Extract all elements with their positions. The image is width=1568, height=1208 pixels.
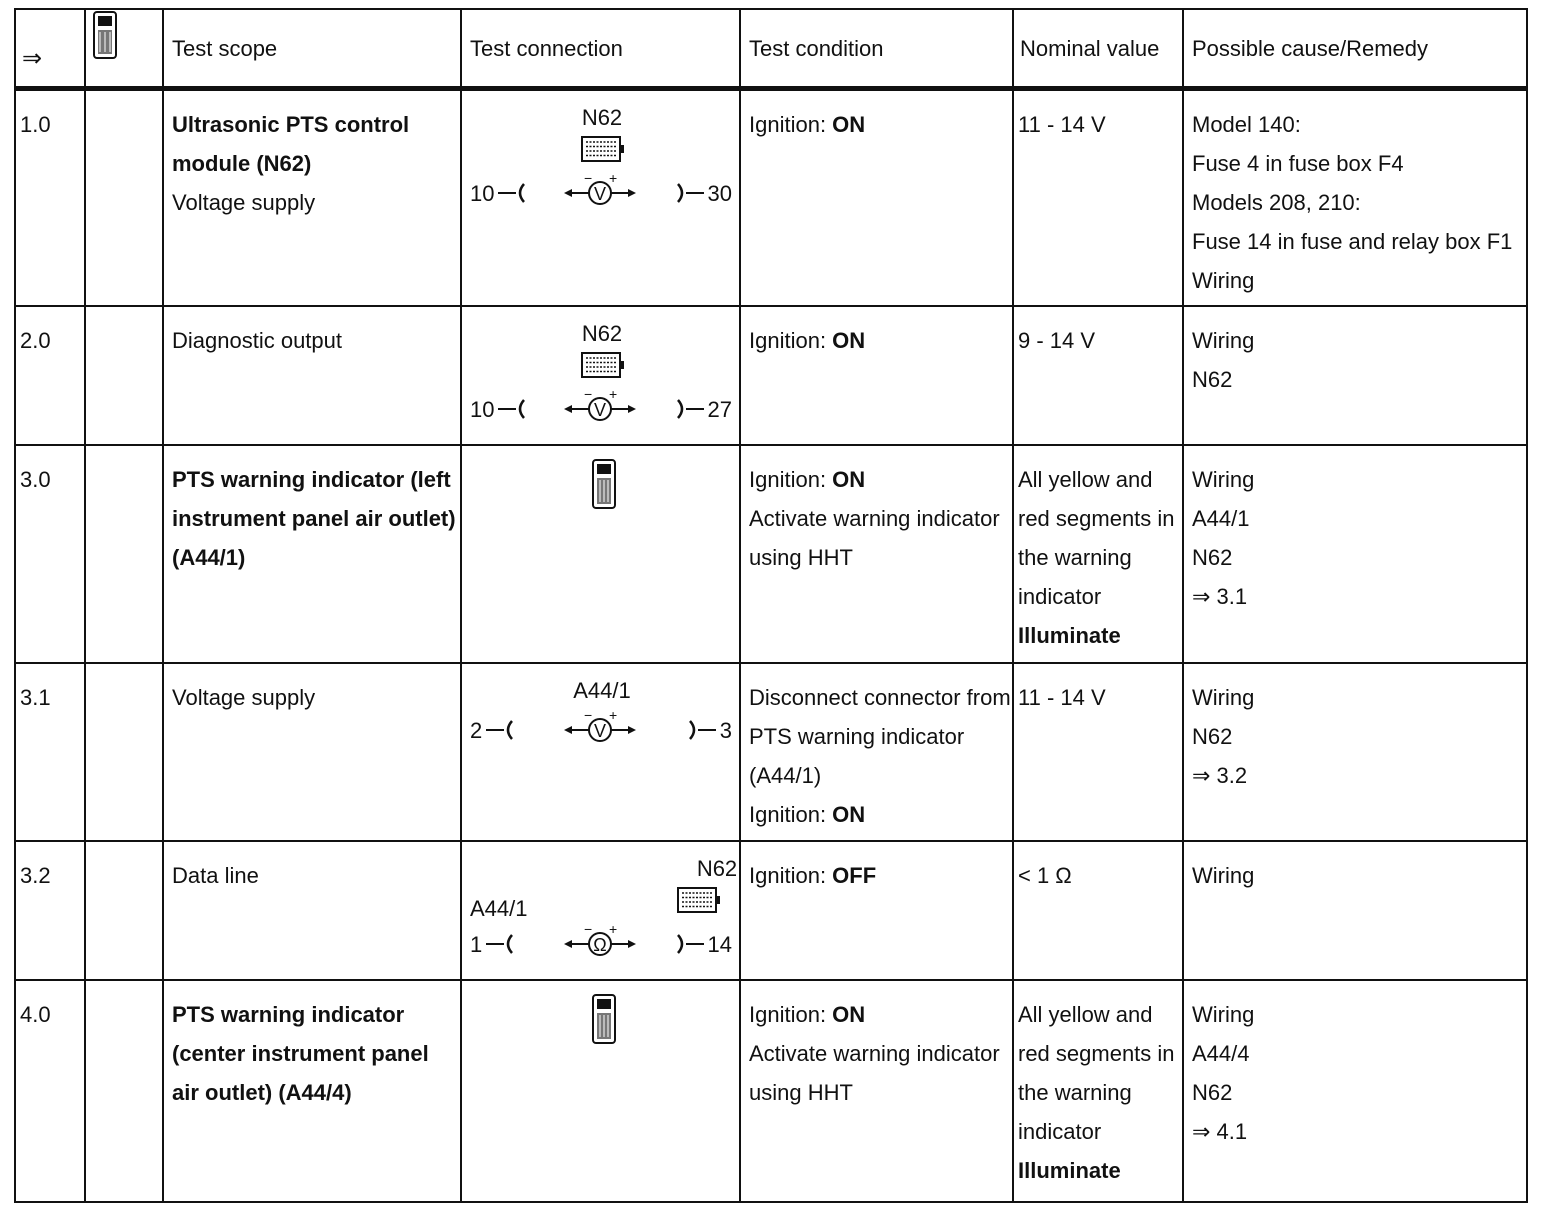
ohmmeter-icon	[564, 921, 636, 955]
svg-text:Ω: Ω	[593, 934, 607, 955]
nominal-value	[1013, 306, 1183, 445]
svg-text:−: −	[584, 706, 593, 723]
test-condition	[740, 445, 1013, 663]
possible-cause-line: ⇒ 3.1	[1192, 583, 1248, 609]
possible-cause-line: A44/4	[1192, 1040, 1250, 1066]
header-row	[15, 9, 1527, 89]
header-test-connection: Test connection	[461, 9, 740, 89]
connection-diagram	[462, 842, 737, 977]
test-connection	[461, 663, 740, 841]
left-pin	[470, 397, 524, 422]
svg-text:V: V	[593, 184, 607, 204]
right-pin-label: 3	[719, 717, 732, 743]
right-pin-label: 30	[707, 181, 732, 206]
possible-cause-line: Wiring	[1192, 684, 1255, 710]
left-pin-label: 1	[470, 931, 483, 957]
right-pin	[678, 397, 732, 422]
left-pin-label: 2	[470, 717, 483, 743]
nominal-value-line: 11 - 14 V	[1018, 112, 1106, 137]
test-scope-line: Data line	[172, 862, 259, 888]
test-scope-line: Ultrasonic PTS control	[172, 112, 410, 137]
svg-text:−: −	[584, 920, 593, 937]
hht-cell	[85, 306, 163, 445]
test-condition-line: Ignition: ON	[749, 327, 866, 353]
test-connection	[461, 980, 740, 1202]
step-number: 3.0	[15, 445, 85, 663]
possible-cause	[1183, 980, 1527, 1202]
component-label: A44/1	[470, 895, 528, 921]
header-hht-icon	[85, 9, 163, 89]
test-scope-line: PTS warning indicator	[172, 1001, 405, 1027]
test-condition-line: Ignition: ON	[749, 1001, 866, 1027]
step-number: 3.1	[15, 663, 85, 841]
nominal-value-line: < 1 Ω	[1018, 862, 1072, 888]
test-condition-line: Disconnect connector from	[749, 684, 1011, 710]
test-table	[14, 8, 1528, 1203]
nominal-value	[1013, 89, 1183, 306]
test-connection	[461, 841, 740, 980]
test-condition-line: (A44/1)	[749, 762, 822, 788]
possible-cause-line: N62	[1192, 1079, 1233, 1105]
test-scope-line: air outlet) (A44/4)	[172, 1079, 352, 1105]
possible-cause	[1183, 306, 1527, 445]
connection-diagram	[462, 664, 737, 838]
possible-cause-line: N62	[1192, 723, 1233, 749]
test-scope-line: Diagnostic output	[172, 327, 342, 353]
step-number: 1.0	[15, 89, 85, 306]
test-scope-line: (center instrument panel	[172, 1040, 429, 1066]
nominal-value	[1013, 980, 1183, 1202]
possible-cause	[1183, 89, 1527, 306]
nominal-value-line: red segments in	[1018, 1040, 1175, 1066]
header-arrow: ⇒	[15, 9, 85, 89]
possible-cause-line: Fuse 14 in fuse and relay box F1	[1192, 229, 1513, 254]
svg-text:−: −	[584, 170, 593, 186]
connection-diagram	[462, 91, 737, 304]
test-condition-line: using HHT	[749, 544, 853, 570]
step-number: 2.0	[15, 306, 85, 445]
svg-text:+: +	[609, 385, 618, 402]
test-scope-line: Voltage supply	[172, 684, 316, 710]
svg-text:V: V	[593, 399, 607, 420]
svg-text:+: +	[609, 706, 618, 723]
test-condition-line: Ignition: OFF	[749, 862, 877, 888]
table-row	[15, 445, 1527, 663]
nominal-value-line: Illuminate	[1018, 1157, 1121, 1183]
header-test-condition: Test condition	[740, 9, 1013, 89]
test-condition	[740, 306, 1013, 445]
table-row	[15, 306, 1527, 445]
control-module-icon	[678, 888, 720, 912]
module-label: N62	[581, 320, 623, 346]
left-pin	[470, 181, 524, 206]
nominal-value-line: indicator	[1018, 583, 1102, 609]
left-pin	[470, 932, 512, 957]
possible-cause-line: A44/1	[1192, 505, 1250, 531]
hht-cell	[85, 445, 163, 663]
module-label: N62	[581, 105, 623, 130]
table-row	[15, 89, 1527, 306]
possible-cause	[1183, 841, 1527, 980]
test-connection	[461, 445, 740, 663]
nominal-value	[1013, 445, 1183, 663]
nominal-value	[1013, 841, 1183, 980]
test-condition-line: PTS warning indicator	[749, 723, 965, 749]
possible-cause-line: Model 140:	[1192, 112, 1301, 137]
possible-cause-line: Wiring	[1192, 327, 1255, 353]
test-condition-line: Ignition: ON	[749, 112, 866, 137]
test-condition	[740, 980, 1013, 1202]
test-connection	[461, 89, 740, 306]
test-condition-line: Ignition: ON	[749, 801, 866, 827]
test-condition-line: Activate warning indicator	[749, 505, 1000, 531]
nominal-value-line: 11 - 14 V	[1018, 684, 1106, 710]
nominal-value-line: All yellow and	[1018, 466, 1153, 492]
hht-cell	[85, 980, 163, 1202]
step-number: 4.0	[15, 980, 85, 1202]
test-scope	[163, 980, 461, 1202]
table-row	[15, 980, 1527, 1202]
right-pin	[678, 181, 732, 206]
step-number: 3.2	[15, 841, 85, 980]
control-module-icon	[582, 137, 624, 161]
nominal-value-line: red segments in	[1018, 505, 1175, 531]
test-condition-line: Ignition: ON	[749, 466, 866, 492]
header-test-scope: Test scope	[163, 9, 461, 89]
nominal-value-line: Illuminate	[1018, 622, 1121, 648]
nominal-value-line: the warning	[1018, 1079, 1132, 1105]
left-pin-label: 10	[470, 396, 495, 422]
nominal-value-line: 9 - 14 V	[1018, 327, 1096, 353]
test-condition	[740, 89, 1013, 306]
hht-cell	[85, 841, 163, 980]
test-condition	[740, 841, 1013, 980]
possible-cause-line: N62	[1192, 366, 1233, 392]
voltmeter-icon	[564, 707, 636, 741]
test-scope	[163, 445, 461, 663]
left-pin-label: 10	[470, 181, 495, 206]
hht-cell	[85, 89, 163, 306]
test-condition-line: using HHT	[749, 1079, 853, 1105]
component-label: A44/1	[573, 677, 631, 703]
nominal-value-line: the warning	[1018, 544, 1132, 570]
test-scope	[163, 89, 461, 306]
test-scope-line: PTS warning indicator (left	[172, 466, 451, 492]
test-condition-line: Activate warning indicator	[749, 1040, 1000, 1066]
left-pin	[470, 718, 512, 743]
test-scope-line: instrument panel air outlet)	[172, 505, 456, 531]
right-pin-label: 14	[707, 931, 732, 957]
right-pin	[690, 718, 732, 743]
possible-cause-line: Wiring	[1192, 466, 1255, 492]
test-scope-line: Voltage supply	[172, 190, 316, 215]
possible-cause-line: Wiring	[1192, 268, 1255, 293]
possible-cause-line: Wiring	[1192, 1001, 1255, 1027]
possible-cause-line: Fuse 4 in fuse box F4	[1192, 151, 1404, 176]
right-pin-label: 27	[707, 396, 732, 422]
connection-diagram	[462, 307, 737, 442]
possible-cause-line: ⇒ 3.2	[1192, 762, 1248, 788]
hht-tester-icon	[86, 10, 126, 66]
hht-cell	[85, 663, 163, 841]
header-possible-cause: Possible cause/Remedy	[1183, 9, 1527, 89]
table-row	[15, 663, 1527, 841]
right-pin	[678, 932, 732, 957]
test-scope-line: module (N62)	[172, 151, 312, 176]
test-scope-line: (A44/1)	[172, 544, 246, 570]
voltmeter-icon	[564, 386, 636, 420]
nominal-value-line: All yellow and	[1018, 1001, 1153, 1027]
test-scope	[163, 663, 461, 841]
header-nominal-value: Nominal value	[1013, 9, 1183, 89]
test-scope	[163, 306, 461, 445]
test-condition	[740, 663, 1013, 841]
test-connection	[461, 306, 740, 445]
possible-cause	[1183, 445, 1527, 663]
possible-cause-line: Wiring	[1192, 862, 1255, 888]
svg-text:V: V	[593, 720, 607, 741]
nominal-value	[1013, 663, 1183, 841]
control-module-icon	[582, 353, 624, 377]
hht-tester-icon	[590, 993, 620, 1049]
svg-text:−: −	[584, 385, 593, 402]
possible-cause-line: ⇒ 4.1	[1192, 1118, 1248, 1144]
test-scope	[163, 841, 461, 980]
svg-text:+: +	[609, 170, 618, 186]
possible-cause-line: Models 208, 210:	[1192, 190, 1361, 215]
voltmeter-icon	[564, 170, 636, 204]
module-label: N62	[696, 855, 737, 881]
hht-tester-icon	[590, 458, 620, 514]
possible-cause	[1183, 663, 1527, 841]
nominal-value-line: indicator	[1018, 1118, 1102, 1144]
table-row	[15, 841, 1527, 980]
svg-text:+: +	[609, 920, 618, 937]
possible-cause-line: N62	[1192, 544, 1233, 570]
